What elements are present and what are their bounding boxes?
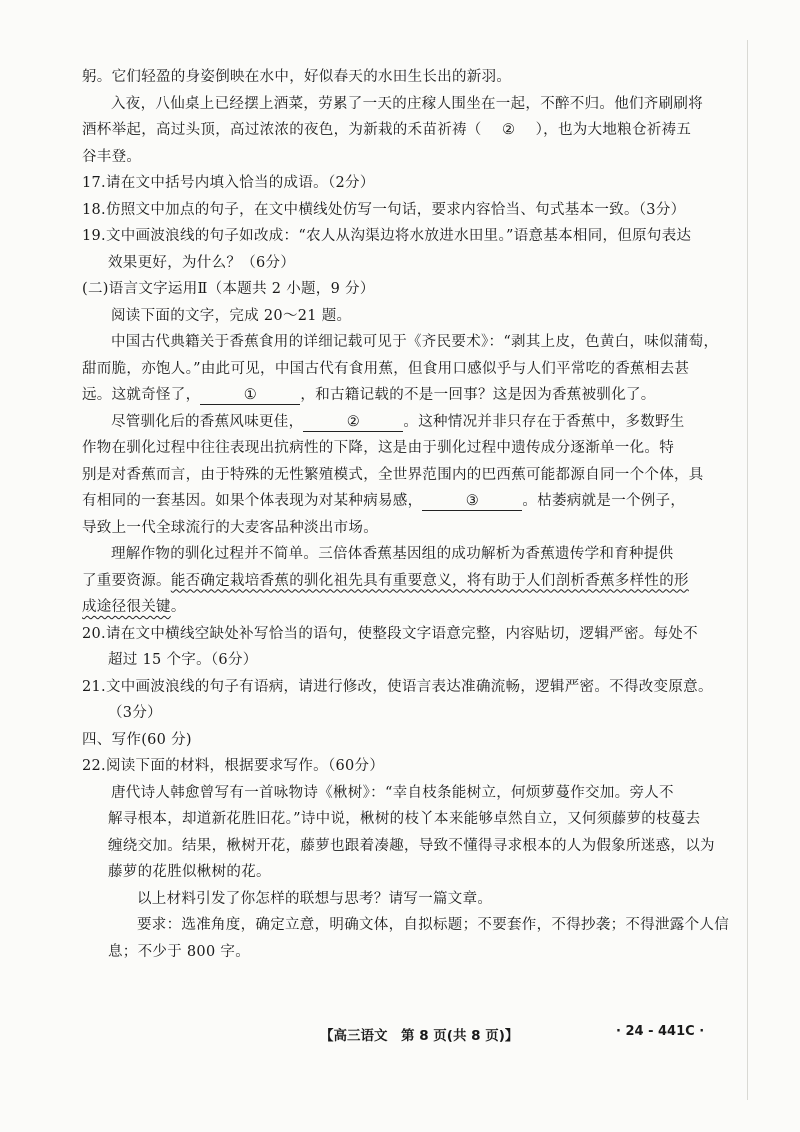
question-19	[82, 223, 728, 250]
text: 作物在驯化过程中往往表现出抗病性的下降，这是由于驯化过程中遗传成分逐渐单一化。特	[82, 440, 674, 456]
text: 藤萝的花胜似楸树的花。	[108, 864, 271, 880]
text: 入夜，八仙桌上已经摆上酒菜，劳累了一天的庄稼人围坐在一起，不醉不归。他们齐刷刷将	[111, 95, 703, 112]
text: 解寻根本，却道新花胜旧花。”诗中说，楸树的枝丫本来能够卓然自立，又何须藤萝的枝蔓去	[108, 811, 701, 827]
question-text: 17.请在文中括号内填入恰当的成语。（2分）	[82, 175, 375, 191]
page-number-label: 【高三语文 第 8 页(共 8 页)】	[320, 1028, 519, 1044]
text: 要求：选准角度，确定立意，明确文体，自拟标题；不要套作，不得抄袭；不得泄露个人信	[137, 917, 729, 933]
exam-code: · 24 - 441C ·	[616, 1024, 705, 1039]
text: 远。这就奇怪了，	[82, 387, 201, 403]
question-text: 22.阅读下面的材料，根据要求写作。（60分）	[82, 758, 385, 774]
text: 。枯萎病就是一个例子，	[522, 493, 686, 509]
text: ），也为大地粮仓祈祷五	[535, 122, 692, 138]
passage-line	[82, 356, 728, 383]
text: 。	[170, 599, 186, 615]
text: 缠绕交加。结果，楸树开花，藤萝也跟着凑趣，导致不懂得寻求根本的人为假象所迷惑，以为	[108, 837, 715, 854]
passage-line	[82, 64, 728, 91]
question-text: 19.文中画波浪线的句子如改成：“农人从沟渠边将水放进水田里。”语意基本相同，但原句表达	[82, 228, 692, 244]
material-line	[82, 859, 728, 886]
answer-blank-2: ②	[303, 413, 403, 432]
text: 甜而脆，亦饱人。”由此可见，中国古代有食用蕉，但食用口感似乎与人们平常吃的香蕉相去甚	[82, 360, 690, 377]
passage-line	[82, 435, 728, 462]
passage-line	[82, 329, 728, 356]
wavy-underlined-sentence: 成途径很关键	[82, 599, 171, 615]
passage-line	[82, 488, 728, 515]
material-line	[82, 833, 728, 860]
question-text: 18.仿照文中加点的句子，在文中横线处仿写一句话，要求内容恰当、句式基本一致。（3分）	[82, 201, 686, 218]
text: 谷丰登。	[82, 148, 142, 165]
text: 理解作物的驯化过程并不简单。三倍体香蕉基因组的成功解析为香蕉遗传学和育种提供	[111, 546, 674, 562]
section-heading-2	[82, 276, 728, 303]
passage-line	[82, 144, 728, 171]
section-title: 四、写作(60 分)	[82, 731, 192, 748]
question-20-cont	[82, 647, 728, 674]
text: 躬。它们轻盈的身姿倒映在水中，好似春天的水田生长出的新羽。	[82, 69, 512, 85]
text: 唐代诗人韩愈曾写有一首咏物诗《楸树》：“幸自枝条能树立，何烦萝蔓作交加。旁人不	[111, 784, 674, 801]
question-19-cont	[82, 250, 728, 277]
passage-line	[82, 594, 728, 621]
answer-blank-1: ①	[200, 386, 300, 405]
question-17	[82, 170, 728, 197]
passage-line	[82, 515, 728, 542]
text: 了重要资源。	[82, 572, 171, 589]
text: 导致上一代全球流行的大麦客品种淡出市场。	[82, 519, 378, 536]
text: 别是对香蕉而言，由于特殊的无性繁殖模式，全世界范围内的巴西蕉可能都源自同一个个体，具	[82, 466, 704, 483]
material-line	[82, 806, 728, 833]
passage-line	[82, 91, 728, 118]
material-line	[82, 780, 728, 807]
passage-line	[82, 541, 728, 568]
passage-line	[82, 382, 728, 409]
question-text: （3分）	[108, 705, 162, 721]
question-18	[82, 197, 728, 224]
text: 。这种情况并非只存在于香蕉中，多数野生	[403, 413, 685, 430]
question-22	[82, 753, 728, 780]
passage-line	[82, 462, 728, 489]
question-21-cont	[82, 700, 728, 727]
text: 中国古代典籍关于香蕉食用的详细记载可见于《齐民要术》：“剥其上皮，色黄白，味似蒲萄，	[111, 334, 719, 350]
material-line	[82, 886, 728, 913]
scan-edge-line	[747, 40, 748, 1100]
passage-line	[82, 568, 728, 595]
text: 以上材料引发了你怎样的联想与思考？请写一篇文章。	[137, 890, 493, 907]
answer-blank-3: ③	[422, 492, 522, 511]
reading-instruction	[82, 303, 728, 330]
page-footer	[0, 1024, 800, 1044]
page-content	[82, 64, 728, 965]
requirement-line	[82, 939, 728, 966]
wavy-underlined-sentence: 能否确定栽培香蕉的驯化祖先具有重要意义，将有助于人们剖析香蕉多样性的形	[170, 572, 689, 589]
requirement-line	[82, 912, 728, 939]
section-heading-4	[82, 727, 728, 754]
passage-line	[82, 409, 728, 436]
text: 尽管驯化后的香蕉风味更佳，	[111, 413, 304, 430]
question-text: 21.文中画波浪线的句子有语病，请进行修改，使语言表达准确流畅，逻辑严密。不得改变原意。	[82, 678, 713, 695]
question-20	[82, 621, 728, 648]
blank-marker: ②	[501, 122, 516, 138]
section-title: (二)语言文字运用Ⅱ（本题共 2 小题，9 分）	[82, 281, 375, 297]
passage-line	[82, 117, 728, 144]
question-text: 效果更好，为什么？（6分）	[108, 254, 296, 271]
text: 息；不少于 800 字。	[108, 943, 250, 960]
text: 酒杯举起，高过头顶，高过浓浓的夜色，为新栽的禾苗祈祷（	[82, 122, 482, 138]
text: 有相同的一套基因。如果个体表现为对某种病易感，	[82, 493, 423, 509]
question-text: 超过 15 个字。（6分）	[108, 652, 258, 668]
question-text: 20.请在文中横线空缺处补写恰当的语句，使整段文字语意完整，内容贴切，逻辑严密。每处不	[82, 625, 698, 642]
instruction-text: 阅读下面的文字，完成 20～21 题。	[111, 307, 352, 324]
question-21	[82, 674, 728, 701]
text: ，和古籍记载的不是一回事？这是因为香蕉被驯化了。	[300, 387, 656, 403]
